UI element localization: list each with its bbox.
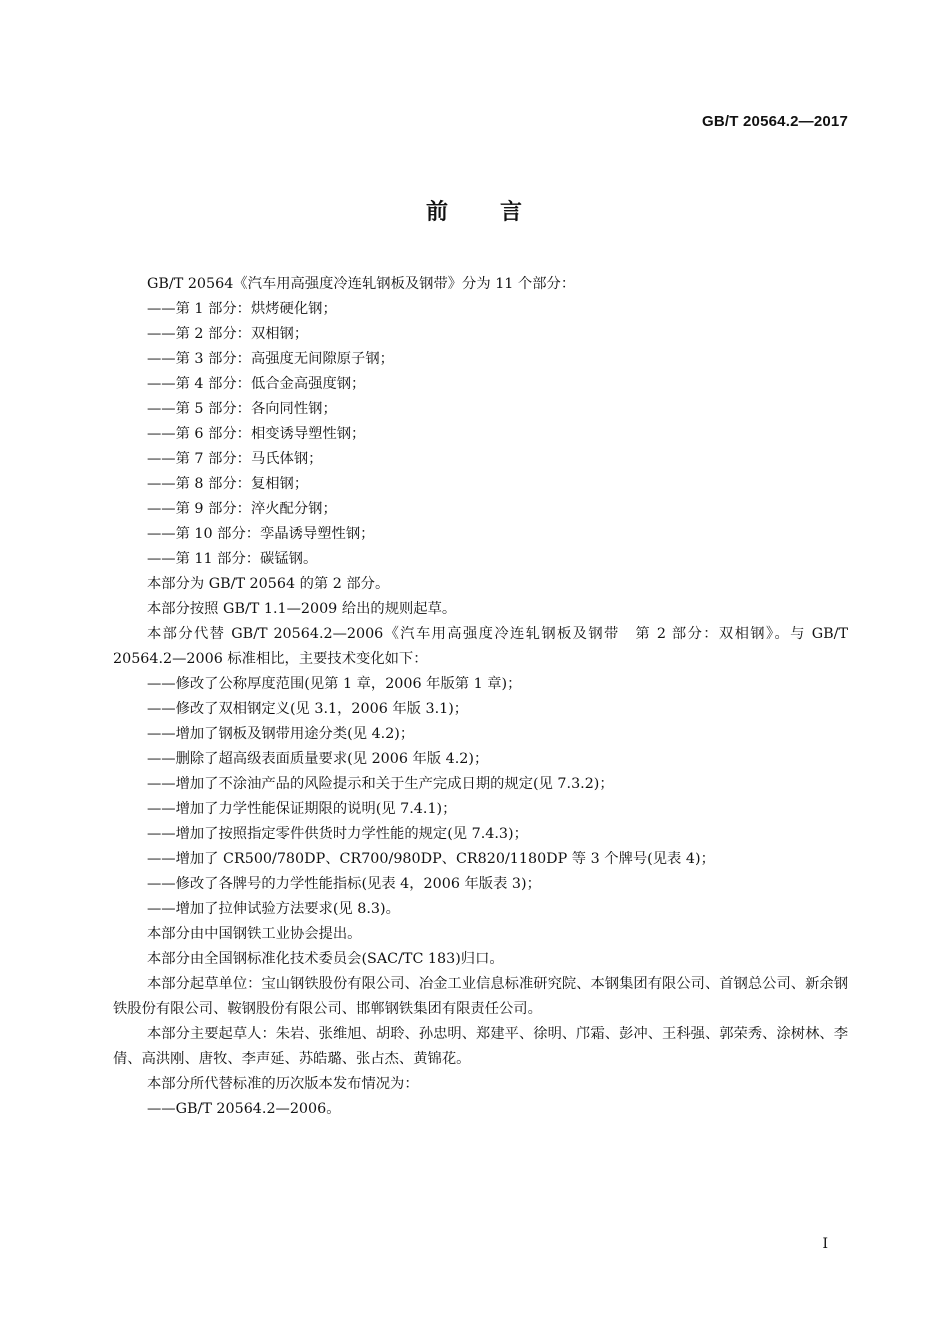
list-item: ——增加了 CR500/780DP、CR700/980DP、CR820/1180DP 等 3 个牌号(见表 4)； [147, 851, 715, 867]
paragraph: 本部分按照 GB/T 1.1—2009 给出的规则起草。 [147, 601, 457, 617]
page-title [0, 195, 950, 226]
list-item: ——第 7 部分：马氏体钢； [147, 451, 323, 467]
list-item: ——增加了按照指定零件供货时力学性能的规定(见 7.4.3)； [147, 826, 528, 842]
list-item: ——第 11 部分：碳锰钢。 [147, 551, 318, 567]
title-char-2: 言 [500, 200, 525, 225]
list-item: ——第 2 部分：双相钢； [147, 326, 309, 342]
paragraph: 本部分主要起草人：朱岩、张维旭、胡聆、孙忠明、郑建平、徐明、邝霜、彭冲、王科强、郭荣秀、涂树林、李倩、高洪刚、唐牧、李声延、苏皓璐、张占杰、黄锦花。 [113, 1026, 848, 1067]
standard-code: GB/T 20564.2—2017 [702, 113, 848, 130]
list-item: ——修改了公称厚度范围(见第 1 章，2006 年版第 1 章)； [147, 676, 522, 692]
title-char-1: 前 [425, 200, 450, 225]
list-item: ——增加了不涂油产品的风险提示和关于生产完成日期的规定(见 7.3.2)； [147, 776, 614, 792]
list-item: ——修改了双相钢定义(见 3.1，2006 年版 3.1)； [147, 701, 469, 717]
paragraph: 本部分所代替标准的历次版本发布情况为： [147, 1076, 419, 1092]
page-number: I [822, 1236, 828, 1252]
list-item: ——第 3 部分：高强度无间隙原子钢； [147, 351, 394, 367]
list-item: ——第 8 部分：复相钢； [147, 476, 309, 492]
list-item: ——GB/T 20564.2—2006。 [147, 1101, 341, 1117]
paragraph: 本部分代替 GB/T 20564.2—2006《汽车用高强度冷连轧钢板及钢带 第 2 部分：双相钢》。与 GB/T 20564.2—2006 标准相比，主要技术变化如下： [113, 626, 848, 667]
list-item: ——增加了力学性能保证期限的说明(见 7.4.1)； [147, 801, 457, 817]
list-item: ——第 1 部分：烘烤硬化钢； [147, 301, 337, 317]
list-item: ——增加了拉伸试验方法要求(见 8.3)。 [147, 901, 400, 917]
list-item: ——第 6 部分：相变诱导塑性钢； [147, 426, 366, 442]
paragraph: 本部分为 GB/T 20564 的第 2 部分。 [147, 576, 390, 592]
foreword-body [113, 272, 848, 1122]
paragraph: 本部分由全国钢标准化技术委员会(SAC/TC 183)归口。 [147, 951, 504, 967]
list-item: ——第 5 部分：各向同性钢； [147, 401, 337, 417]
paragraph: GB/T 20564《汽车用高强度冷连轧钢板及钢带》分为 11 个部分： [147, 276, 576, 292]
list-item: ——增加了钢板及钢带用途分类(见 4.2)； [147, 726, 415, 742]
list-item: ——第 4 部分：低合金高强度钢； [147, 376, 366, 392]
list-item: ——删除了超高级表面质量要求(见 2006 年版 4.2)； [147, 751, 489, 767]
list-item: ——第 9 部分：淬火配分钢； [147, 501, 337, 517]
paragraph: 本部分由中国钢铁工业协会提出。 [147, 926, 362, 942]
list-item: ——修改了各牌号的力学性能指标(见表 4，2006 年版表 3)； [147, 876, 541, 892]
paragraph: 本部分起草单位：宝山钢铁股份有限公司、冶金工业信息标准研究院、本钢集团有限公司、首钢总公司、新余钢铁股份有限公司、鞍钢股份有限公司、邯郸钢铁集团有限责任公司。 [113, 976, 848, 1017]
list-item: ——第 10 部分：孪晶诱导塑性钢； [147, 526, 375, 542]
